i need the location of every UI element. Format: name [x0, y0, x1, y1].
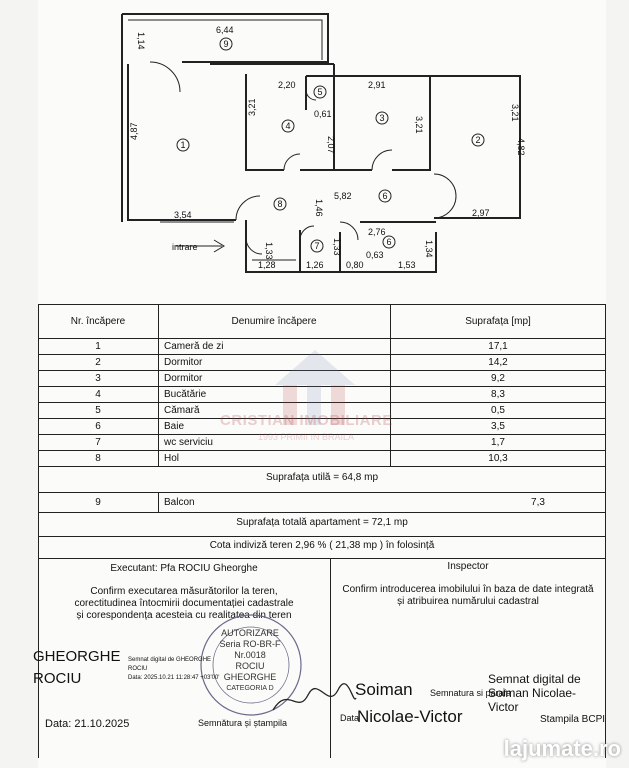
- row-name: Dormitor: [164, 356, 203, 368]
- land-share: Cota indiviză teren 2,96 % ( 21,38 mp ) în folosință: [209, 540, 435, 551]
- header-nr: Nr. încăpere: [70, 315, 126, 327]
- stamp-line: GHEORGHE: [223, 672, 277, 682]
- row-name: Cămară: [164, 404, 200, 416]
- inspector-line: și atribuirea numărului cadastral: [397, 596, 539, 607]
- dimension-label: 2,07: [326, 136, 336, 154]
- row-nr: 7: [95, 436, 101, 448]
- row-name: Dormitor: [164, 372, 203, 384]
- dimension-label: 1,33: [264, 242, 274, 260]
- dimension-label: 3,21: [510, 104, 520, 122]
- stamp-line: Nr.0018: [234, 650, 266, 660]
- row-nr: 6: [95, 420, 101, 432]
- row-name: Balcon: [164, 496, 195, 508]
- dimension-label: 3,21: [247, 98, 257, 116]
- row-area: 10,3: [488, 452, 508, 464]
- room-marker: 7: [314, 241, 320, 251]
- row-nr: 4: [95, 388, 101, 400]
- inspector-last-name: Nicolae-Victor: [357, 707, 463, 726]
- dimension-label: 4,87: [129, 122, 139, 140]
- digital-line: ROCIU: [128, 666, 148, 672]
- dimension-label: 0,61: [314, 109, 332, 119]
- table-row: [38, 370, 606, 386]
- dimension-label: 0,63: [366, 250, 384, 260]
- header-name: Denumire încăpere: [231, 315, 317, 327]
- date-label: Data: [340, 713, 360, 723]
- dimension-label: 1,53: [398, 260, 416, 270]
- room-marker: 4: [285, 121, 291, 131]
- row-area: 14,2: [488, 356, 508, 368]
- table-border: [38, 558, 606, 559]
- row-nr: 3: [95, 372, 101, 384]
- watermark-subtitle: 1993 PRIMII IN BRAILA: [258, 432, 355, 442]
- row-nr: 5: [95, 404, 101, 416]
- table-row: [38, 434, 606, 450]
- table-row: [38, 418, 606, 434]
- table-row: [38, 450, 606, 466]
- table-row-balcony: [38, 492, 606, 512]
- room-marker: 9: [223, 39, 229, 49]
- bcpi-stamp-label: Stampila BCPI: [540, 714, 606, 725]
- room-marker: 2: [475, 135, 481, 145]
- executant-title: Executant: Pfa ROCIU Gheorghe: [110, 563, 258, 574]
- row-name: Bucătărie: [164, 388, 207, 400]
- dimension-label: 2,20: [278, 80, 296, 90]
- dimension-label: 1,14: [136, 32, 146, 50]
- document-date: Data: 21.10.2025: [45, 718, 130, 730]
- dimension-label: 2,91: [368, 80, 386, 90]
- dimension-label: 1,34: [424, 240, 434, 258]
- dimension-label: 2,76: [368, 227, 386, 237]
- table-header: [38, 304, 606, 338]
- row-name: Cameră de zi: [164, 340, 224, 352]
- stamp-line: ROCIU: [235, 661, 265, 671]
- floor-plan: [0, 0, 629, 300]
- row-area: 7,3: [531, 496, 545, 508]
- table-border: [38, 536, 606, 537]
- table-border: [38, 466, 606, 467]
- row-area: 9,2: [491, 372, 505, 384]
- stamp-line: Seria RO-BR-F: [219, 639, 281, 649]
- signer-last-name: ROCIU: [33, 670, 82, 687]
- watermark-name: CRISTIAN IMOBILIARE: [220, 412, 393, 429]
- dimension-label: 1,33: [332, 238, 342, 256]
- dimension-label: 1,26: [306, 260, 324, 270]
- row-name: Hol: [164, 452, 180, 464]
- executant-line: Confirm executarea măsurătorilor la teren,: [90, 586, 278, 597]
- dimension-label: 5,82: [334, 191, 352, 201]
- inspector-first-name: Soiman: [355, 680, 413, 699]
- digital-line: Victor: [488, 700, 519, 714]
- digital-line: Data: 2025.10.21 11:28:47 +03'00': [128, 675, 220, 681]
- signature-parafa-label: Semnatura si parafa: [430, 688, 512, 698]
- stamp-line: CATEGORIA D: [226, 685, 274, 692]
- digital-line: Soiman Nicolae-: [488, 686, 577, 700]
- executant-line: și corespondența acesteia cu realitatea din teren: [76, 610, 292, 621]
- executant-line: corectitudinea întocmirii documentației cadastrale: [74, 598, 294, 609]
- table-row: [38, 354, 606, 370]
- header-area: Suprafața [mp]: [465, 315, 531, 327]
- digital-line: Semnat digital de GHEORGHE: [128, 657, 212, 663]
- row-nr: 2: [95, 356, 101, 368]
- entrance-label: intrare: [172, 242, 198, 252]
- table-row: [38, 338, 606, 354]
- dimension-label: 3,21: [414, 116, 424, 134]
- digital-line: Semnat digital de: [488, 672, 581, 686]
- row-area: 17,1: [488, 340, 508, 352]
- dimension-label: 1,46: [314, 199, 324, 217]
- stamp-line: AUTORIZARE: [221, 628, 279, 638]
- row-area: 8,3: [491, 388, 505, 400]
- total-area: Suprafața totală apartament = 72,1 mp: [236, 517, 408, 528]
- useful-area: Suprafața utilă = 64,8 mp: [265, 472, 379, 483]
- row-nr: 1: [95, 340, 101, 352]
- room-marker: 1: [180, 140, 186, 150]
- row-name: wc serviciu: [164, 436, 213, 448]
- dimension-label: 0,80: [346, 260, 364, 270]
- room-marker: 5: [317, 87, 323, 97]
- inspector-title: Inspector: [447, 561, 489, 572]
- dimension-label: 2,97: [472, 208, 490, 218]
- digital-signature-small: [128, 656, 219, 683]
- inspector-line: Confirm introducerea imobilului în baza de date integrată: [342, 584, 594, 595]
- dimension-label: 1,28: [258, 260, 276, 270]
- dimension-label: 4,82: [516, 138, 526, 156]
- table-row: [38, 402, 606, 418]
- row-nr: 8: [95, 452, 101, 464]
- signature-stamp-label: Semnătura și ștampila: [198, 718, 288, 728]
- site-watermark: lajumate.ro: [503, 736, 621, 761]
- room-marker: 8: [277, 199, 283, 209]
- dimension-label: 6,44: [216, 25, 234, 35]
- floor-plan-drawing: [0, 0, 629, 300]
- row-area: 3,5: [491, 420, 505, 432]
- dimension-label: 3,54: [174, 210, 192, 220]
- row-nr: 9: [95, 496, 101, 508]
- row-area: 1,7: [491, 436, 505, 448]
- table-border: [38, 512, 606, 513]
- room-marker: 6: [382, 191, 388, 201]
- table-row: [38, 386, 606, 402]
- signer-first-name: GHEORGHE: [33, 648, 121, 665]
- row-name: Baie: [164, 420, 185, 432]
- row-area: 0,5: [491, 404, 505, 416]
- inspector-confirmation: [330, 584, 606, 608]
- digital-signature-big: [488, 672, 581, 714]
- room-marker: 3: [379, 113, 385, 123]
- room-marker: 6: [386, 237, 392, 247]
